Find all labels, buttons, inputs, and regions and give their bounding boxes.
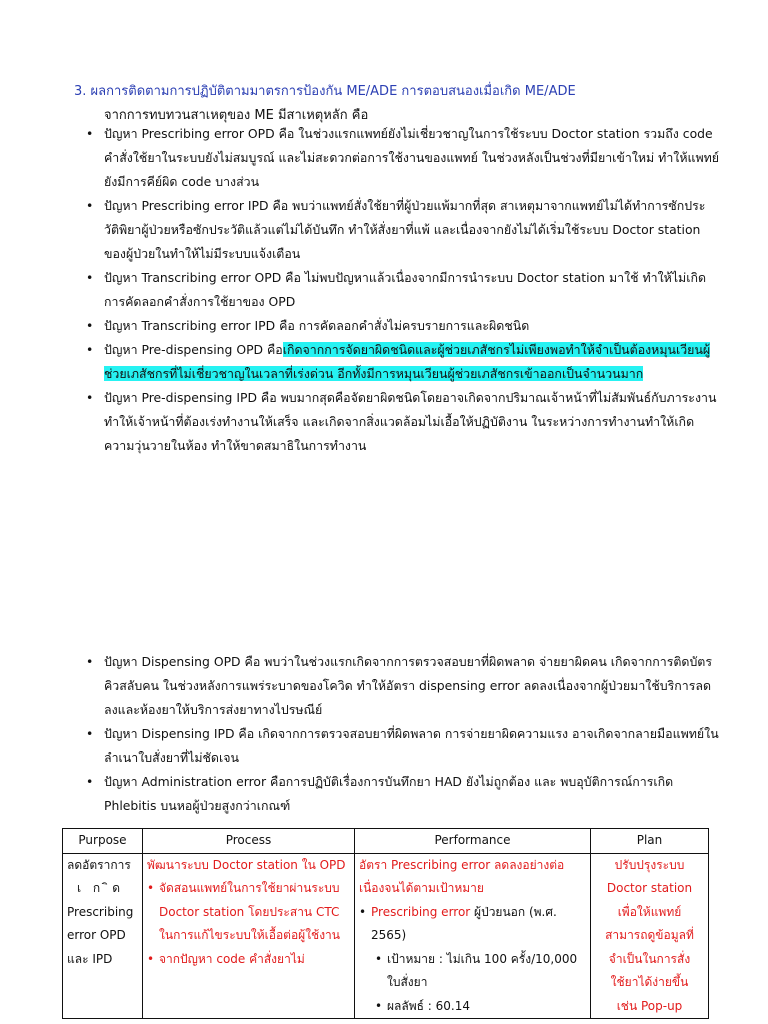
highlighted-text: เกิดจากการจัดยาผิดชนิดและผู้ช่วยเภสัชกรไม่เพียงพอทำให้จำเป็นต้องหมุนเวียนผู้ช่วยเภสัชกรที่ไม่เชี่ยวชาญในเวลาที่เร่งด่วน อีกทั้งมีการหมุนเวียนผู้ช่วยเภสัชกรเข้าออกเป็นจำนวนมาก [104, 342, 711, 381]
list-item-text: ปัญหา Prescribing error IPD คือ พบว่าแพทย์สั่งใช้ยาที่ผู้ป่วยแพ้มากที่สุด สาเหตุมาจากแพทย์ไม่ได้ทำการซักประวัติพิยาผู้ป่วยหรือซักประวัติแล้วแต่ไม่ได้บันทึก ทำให้สั่งยาที่แพ้ และเนื่องจากยังไม่ได้เริ่มใช้ระบบ Doctor station ของผู้ป่วยในทำให้ไม่มีระบบแจ้งเตือน [104, 198, 706, 261]
process-item: • จากปัญหา code คำสั่งยาไม่ [147, 948, 350, 972]
list-item [84, 386, 720, 458]
list-item [84, 266, 720, 314]
list-item-text: ปัญหา Pre-dispensing OPD คือ [104, 342, 283, 357]
table-header-row [63, 829, 709, 854]
list-item [84, 650, 720, 722]
performance-scope: ผู้ป่วยนอก (พ.ศ. 2565) [371, 904, 557, 942]
plan-line: เช่น Pop-up [616, 998, 683, 1013]
plan-cell [591, 853, 709, 1019]
list-item-text: ปัญหา Prescribing error OPD คือ ในช่วงแรกแพทย์ยังไม่เชี่ยวชาญในการใช้ระบบ Doctor station รวมถึง code คำสั่งใช้ยาในระบบยังไม่สมบูรณ์ และไม่สะดวกต่อการใช้งานของแพทย์ ในช่วงหลังเป็นช่วงที่มียาเข้าใหม่ ทำให้แพทย์ยังมีการคีย์ผิด code บางส่วน [104, 126, 720, 189]
performance-item [359, 901, 586, 948]
process-cell [143, 853, 355, 1019]
process-item: • จัดสอนแพทย์ในการใช้ยาผ่านระบบ Doctor station โดยประสาน CTC ในการแก้ไขระบบให้เอื้อต่อผู้ใช้งาน [147, 877, 350, 948]
header-purpose: Purpose [63, 829, 143, 854]
table-row [63, 853, 709, 1019]
performance-title: อัตรา Prescribing error ลดลงอย่างต่อเนื่องจนได้ตามเป้าหมาย [359, 857, 565, 895]
performance-result: • ผลลัพธ์ : 60.14 [359, 995, 586, 1019]
header-plan: Plan [591, 829, 709, 854]
list-item-text: ปัญหา Transcribing error OPD คือ ไม่พบปัญหาแล้วเนื่องจากมีการนำระบบ Doctor station มาใช้ ทำให้ไม่เกิดการคัดลอกคำสั่งการใช้ยาของ OPD [104, 270, 707, 309]
action-plan-table [62, 828, 709, 1019]
cause-list-1 [84, 122, 720, 458]
header-process: Process [143, 829, 355, 854]
list-item [84, 338, 720, 386]
plan-line: ปรับปรุงระบบ [614, 857, 685, 872]
plan-line: จำเป็นในการสั่ง [608, 951, 691, 966]
plan-line: Doctor station [606, 881, 693, 895]
purpose-line: และ IPD [67, 951, 113, 966]
list-item [84, 722, 720, 770]
list-item-text: ปัญหา Dispensing IPD คือ เกิดจากการตรวจสอบยาที่ผิดพลาด การจ่ายยาผิดความแรง อาจเกิดจากลายมือแพทย์ในลำเนาใบสั่งยาที่ไม่ชัดเจน [104, 726, 719, 765]
intro-text: จากการทบทวนสาเหตุของ ME มีสาเหตุหลัก คือ [104, 108, 369, 123]
performance-cell [355, 853, 591, 1019]
list-item-text: ปัญหา Transcribing error IPD คือ การคัดลอกคำสั่งไม่ครบรายการและผิดชนิด [104, 318, 530, 333]
purpose-cell [63, 853, 143, 1019]
list-item-text: ปัญหา Pre-dispensing IPD คือ พบมากสุดคือจัดยาผิดชนิดโดยอาจเกิดจากปริมาณเจ้าหน้าที่ไม่สัมพันธ์กับภาระงานทำให้เจ้าหน้าที่ต้องเร่งทำงานให้เสร็จ และเกิดจากสิ่งแวดล้อมไม่เอื้อให้ปฏิบัติงาน ในระหว่างการทำงานทำให้เกิดความวุ่นวายในห้อง ทำให้ขาดสมาธิในการทำงาน [104, 390, 717, 453]
performance-metric: Prescribing error [371, 904, 471, 919]
process-title: พัฒนาระบบ Doctor station ใน OPD [147, 857, 346, 872]
plan-line: สามารถดูข้อมูลที่ [605, 928, 694, 942]
list-item [84, 194, 720, 266]
purpose-line: ลดอัตราการ [67, 857, 131, 872]
list-item-text: ปัญหา Administration error คือการปฏิบัติเรื่องการบันทึกยา HAD ยังไม่ถูกต้อง และ พบอุบัติการณ์การเกิด Phlebitis บนหอผู้ป่วยสูงกว่าเกณฑ์ [104, 774, 674, 813]
list-item-text: ปัญหา Dispensing OPD คือ พบว่าในช่วงแรกเกิดจากการตรวจสอบยาที่ผิดพลาด จ่ายยาผิดคน เกิดจากการติดบัตรคิวสลับคน ในช่วงหลังการแพร่ระบาดของโควิด ทำให้อัตรา dispensing error ลดลงเนื่องจากผู้ป่วยมาใช้บริการลดลงและห้องยาให้บริการส่งยาทางไปรษณีย์ [104, 654, 713, 717]
plan-line: ใช้ยาได้ง่ายขึ้น [610, 975, 689, 989]
cause-list-2 [84, 650, 720, 818]
list-item [84, 314, 720, 338]
plan-line: เพื่อให้แพทย์ [617, 904, 682, 919]
purpose-line: error OPD [67, 928, 126, 942]
header-performance: Performance [355, 829, 591, 854]
purpose-line: เ ก ิด [77, 881, 125, 895]
purpose-line: Prescribing [67, 904, 134, 919]
section-heading: 3. ผลการติดตามการปฏิบัติตามมาตรการป้องกัน ME/ADE การตอบสนองเมื่อเกิด ME/ADE [74, 84, 576, 99]
list-item [84, 770, 720, 818]
list-item [84, 122, 720, 194]
performance-target: • เป้าหมาย : ไม่เกิน 100 ครั้ง/10,000 ใบสั่งยา [359, 948, 586, 995]
